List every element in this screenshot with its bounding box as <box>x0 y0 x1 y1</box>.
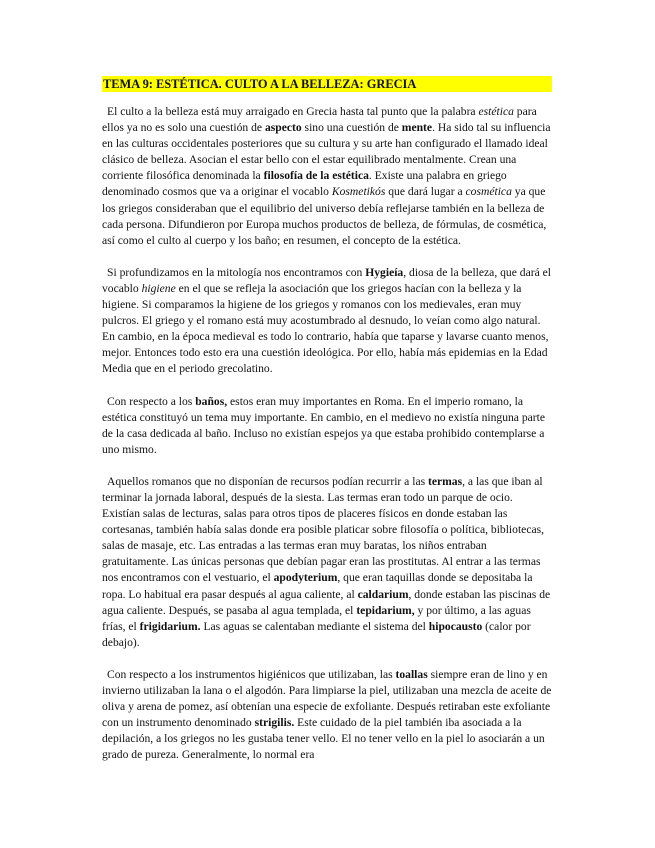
text-run: Aquellos romanos que no disponían de recursos podían recurrir a las <box>107 474 428 488</box>
text-run: Con respecto a los <box>107 394 196 408</box>
paragraph-2 <box>102 265 552 378</box>
document-body <box>102 76 552 779</box>
text-run: . Ha sido tal su influencia en las culturas occidentales posteriores que su cultura y su arte han configurado el llamado ideal clásico de belleza. Asocian el estar bello con el estar equilibrado mentalmente. Crean una corriente filosófica denominada la <box>102 121 551 183</box>
bold-term: apodyterium <box>273 571 338 585</box>
bold-term: caldarium <box>357 587 409 601</box>
bold-term: strigilis. <box>254 716 295 730</box>
bold-term: toallas <box>395 667 428 681</box>
document-title: TEMA 9: ESTÉTICA. CULTO A LA BELLEZA: GRECIA <box>102 76 552 92</box>
paragraph-1 <box>102 104 552 249</box>
bold-term: aspecto <box>264 121 302 135</box>
text-run: , que eran taquillas donde se depositaba la ropa. Lo habitual era pasar después al agua caliente, al <box>102 571 533 601</box>
text-run: Las aguas se calentaban mediante el sistema del <box>200 619 429 633</box>
bold-term: tepidarium, <box>356 603 415 617</box>
bold-term: termas <box>428 474 463 488</box>
italic-term: estética <box>478 105 514 118</box>
italic-term: higiene <box>141 281 176 295</box>
paragraph-4 <box>102 474 552 651</box>
text-run: en el que se refleja la asociación que los griegos hacían con la belleza y la higiene. Si comparamos la higiene de los griegos y romanos con los medievales, eran muy pulcros. El griego y el romano está muy acostumbrado al desnudo, lo veían como algo natural. En cambio, en la época medieval es todo lo contrario, había que taparse y lavarse cuanto menos, mejor. Entonces todo esto era una cuestión ideológica. Por ello, había más epidemias en la Edad Media que en el periodo grecolatino. <box>102 281 549 376</box>
text-run: (calor por debajo). <box>102 619 531 649</box>
bold-term: hipocausto <box>428 619 483 633</box>
text-run: estos eran muy importantes en Roma. En el imperio romano, la estética constituyó un tema muy importante. En cambio, en el medievo no existía ninguna parte de la casa dedicada al baño. Incluso no existían espejos ya que estaba prohibido contemplarse a uno mismo. <box>102 394 546 456</box>
text-run: siempre eran de lino y en invierno utilizaban la lana o el algodón. Para limpiarse la piel, utilizaban una mezcla de aceite de oliva y arena de pomez, así obtenían una especie de exfoliante. Después retiraban este exfoliante con un instrumento denominado <box>102 667 552 730</box>
bold-term: frigidarium. <box>139 619 201 633</box>
text-run: ya que los griegos consideraban que el equilibrio del universo debía reflejarse también en la belleza de cada persona. Difundieron por Europa muchos productos de belleza, de fórmulas, de cosmética, así como el culto al cuerpo y los baño; en resumen, el concepto de la estética. <box>102 185 547 247</box>
text-run: . Existe una palabra en griego denominado cosmos que va a originar el vocablo <box>102 169 507 199</box>
text-run: El culto a la belleza está muy arraigado en Grecia hasta tal punto que la palabra <box>107 105 479 118</box>
paragraph-3 <box>102 394 552 458</box>
text-run: , a las que iban al terminar la jornada laboral, después de la siesta. Las termas eran todo un parque de ocio. Existían salas de lecturas, salas para otros tipos de placeres físicos en donde estaban las cortesanas, también había salas donde era posible platicar sobre filosofía o política, bibliotecas, salas de masaje, etc. Las entradas a las termas eran muy baratas, los niños entraban gratuitamente. Las únicas personas que debían pagar eran las prostitutas. Al entrar a las termas nos encontramos con el vestuario, el <box>102 474 545 585</box>
text-run: Si profundizamos en la mitología nos encontramos con <box>107 265 366 279</box>
text-run: para ellos ya no es solo una cuestión de <box>102 105 537 135</box>
bold-term: Hygieía <box>365 265 404 279</box>
bold-term: filosofía de la estética <box>263 169 369 183</box>
bold-term: baños, <box>195 394 228 408</box>
text-run: , donde estaban las piscinas de agua caliente. Después, se pasaba al agua templada, el <box>102 587 551 617</box>
bold-term: mente <box>401 121 433 135</box>
text-run: sino una cuestión de <box>301 121 402 135</box>
text-run: que dará lugar a <box>385 185 466 199</box>
text-run: , diosa de la belleza, que dará el vocablo <box>102 265 551 295</box>
italic-term: Kosmetikós <box>331 185 386 199</box>
text-run: Con respecto a los instrumentos higiénicos que utilizaban, las <box>107 667 396 681</box>
text-run: y por último, a las aguas frías, el <box>102 603 531 633</box>
text-run: Este cuidado de la piel también iba asociada a la depilación, a los griegos no les gustaba tener vello. El no tener vello en la piel lo asociarán a un grado de pureza. Generalmente, lo normal era <box>102 716 545 762</box>
italic-term: cosmética <box>465 185 512 199</box>
paragraph-5 <box>102 667 552 764</box>
